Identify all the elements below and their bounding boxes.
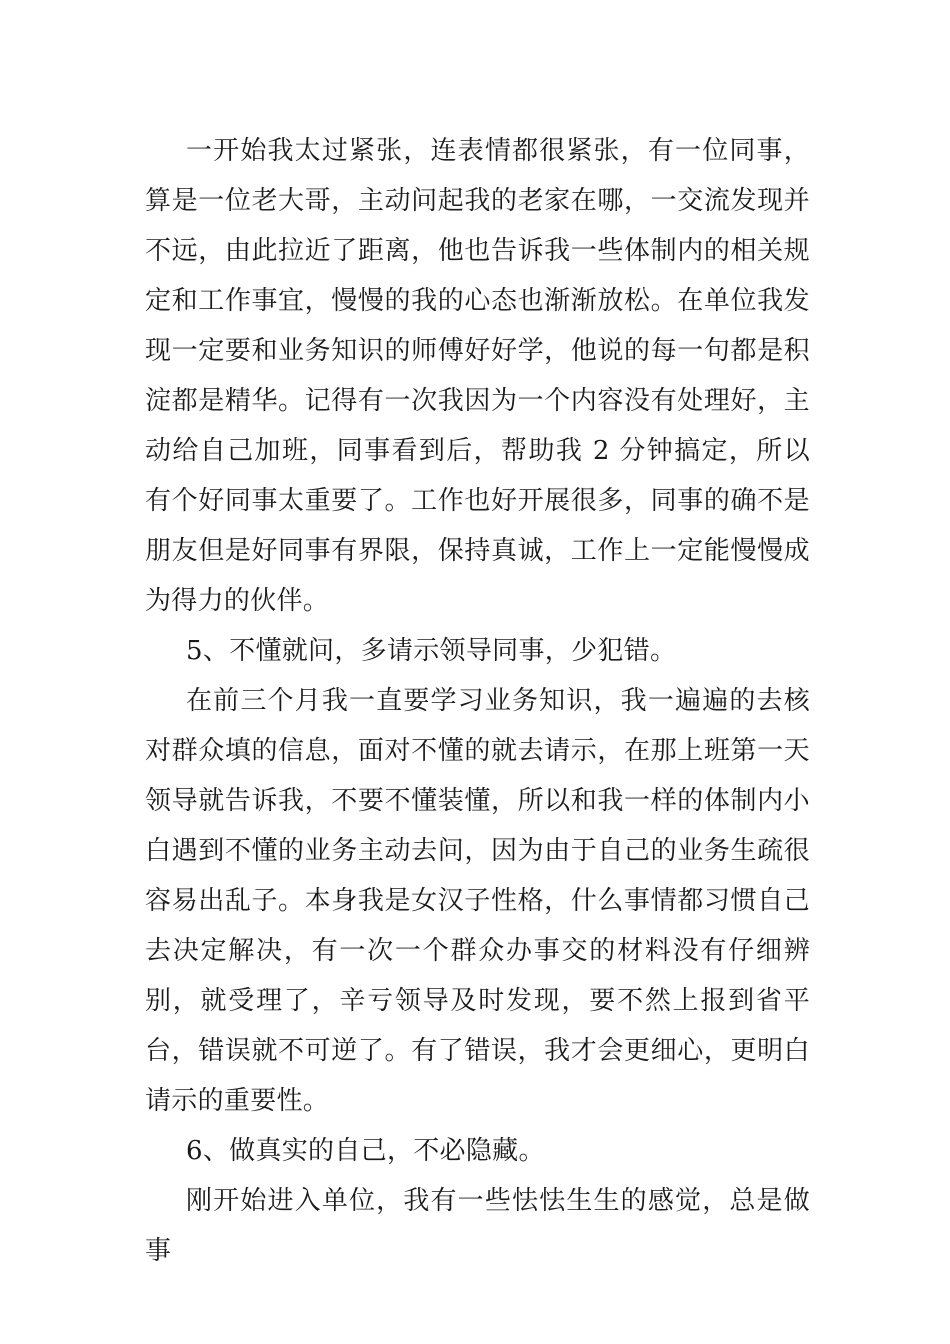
section-heading-6: 6、做真实的自己，不必隐藏。 [186, 1136, 545, 1166]
document-body [145, 126, 810, 1276]
paragraph-ask-questions: 在前三个月我一直要学习业务知识，我一遍遍的去核对群众填的信息，面对不懂的就去请示，在那上班第一天领导就告诉我，不要不懂装懂，所以和我一样的体制内小白遇到不懂的业务主动去问，因为由于自己的业务生疏很容易出乱子。本身我是女汉子性格，什么事情都习惯自己去决定解决，有一次一个群众办事交的材料没有仔细辨别，就受理了，辛亏领导及时发现，要不然上报到省平台，错误就不可逆了。有了错误，我才会更细心，更明白请示的重要性。 [145, 686, 810, 1116]
paragraph-colleague-story: 一开始我太过紧张，连表情都很紧张，有一位同事，算是一位老大哥，主动问起我的老家在哪，一交流发现并不远，由此拉近了距离，他也告诉我一些体制内的相关规定和工作事宜，慢慢的我的心态也渐渐放松。在单位我发现一定要和业务知识的师傅好好学，他说的每一句都是积淀都是精华。记得有一次我因为一个内容没有处理好，主动给自己加班，同事看到后，帮助我 2 分钟搞定，所以有个好同事太重要了。工作也好开展很多，同事的确不是朋友但是好同事有界限，保持真诚，工作上一定能慢慢成为得力的伙伴。 [145, 136, 810, 616]
paragraph-be-yourself: 刚开始进入单位，我有一些怯怯生生的感觉，总是做事 [145, 1186, 810, 1266]
section-heading-5: 5、不懂就问，多请示领导同事，少犯错。 [186, 636, 677, 666]
